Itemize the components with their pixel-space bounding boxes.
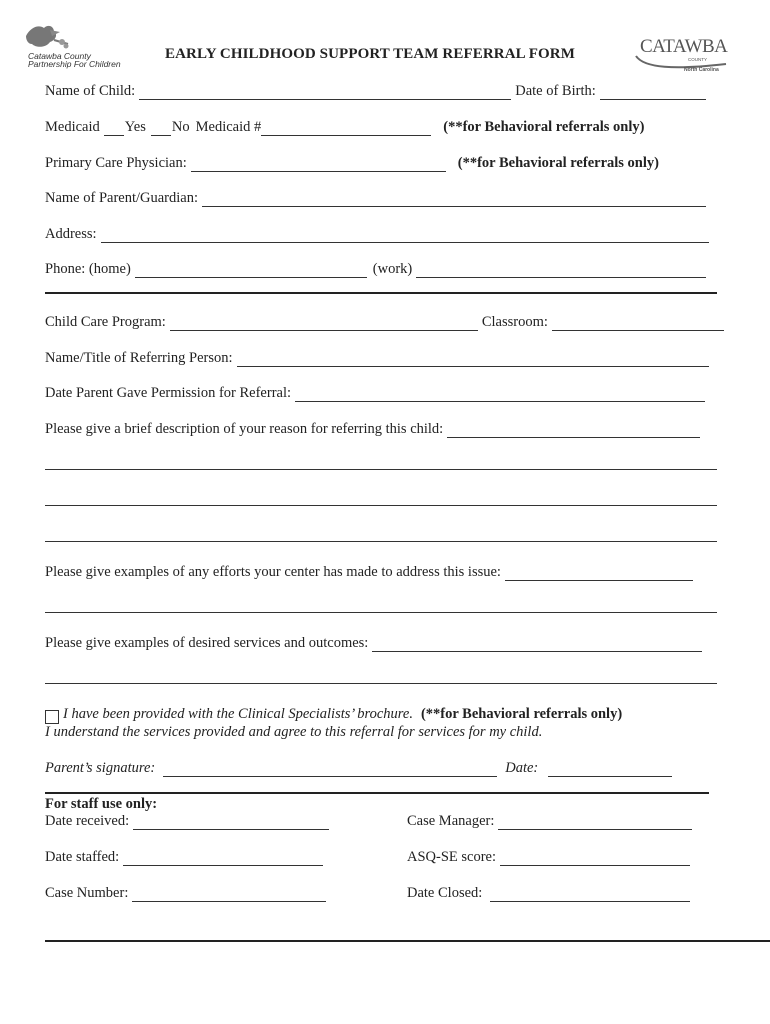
date-received-field[interactable] — [133, 816, 329, 830]
signature-date-label: Date: — [505, 760, 539, 776]
date-received-label: Date received: — [45, 813, 130, 829]
parent-guardian-label: Name of Parent/Guardian: — [45, 190, 199, 206]
section-divider — [45, 292, 717, 294]
date-of-birth-label: Date of Birth: — [515, 83, 596, 99]
row-physician — [45, 155, 659, 172]
signature-date-field[interactable] — [548, 763, 672, 777]
child-care-program-label: Child Care Program: — [45, 314, 166, 330]
row-case-number — [45, 885, 330, 902]
parent-guardian-field[interactable] — [202, 193, 706, 207]
logo-sub: COUNTY — [688, 57, 707, 62]
brochure-text: I have been provided with the Clinical Specialists’ brochure. — [63, 706, 413, 722]
address-field[interactable] — [101, 229, 709, 243]
reason-line-4[interactable] — [45, 541, 717, 542]
logo-small: North Carolina — [684, 67, 719, 73]
row-date-received — [45, 813, 333, 830]
reason-field[interactable] — [447, 424, 700, 438]
efforts-line-2[interactable] — [45, 612, 717, 613]
row-childcare — [45, 314, 728, 331]
desired-field[interactable] — [372, 638, 702, 652]
classroom-field[interactable] — [552, 317, 724, 331]
partnership-logo — [22, 22, 122, 70]
logo-line-2: Partnership For Children — [28, 59, 121, 69]
reason-line-2[interactable] — [45, 469, 717, 470]
staff-heading: For staff use only: — [45, 796, 158, 812]
referring-person-field[interactable] — [237, 353, 709, 367]
medicaid-label: Medicaid — [45, 119, 100, 135]
primary-care-field[interactable] — [191, 158, 446, 172]
signature-label: Parent’s signature: — [45, 760, 156, 776]
behavioral-note-1: (**for Behavioral referrals only) — [443, 119, 645, 135]
logo-main: CATAWBA — [640, 36, 728, 57]
row-medicaid — [45, 119, 644, 136]
name-of-child-field[interactable] — [139, 86, 511, 100]
understand-text: I understand the services provided and agree to this referral for services for my child. — [45, 724, 543, 740]
address-label: Address: — [45, 226, 97, 242]
row-case-manager — [407, 813, 696, 830]
medicaid-no-field[interactable] — [151, 122, 171, 136]
phone-home-label: Phone: (home) — [45, 261, 131, 277]
asq-se-label: ASQ-SE score: — [407, 849, 497, 865]
row-parent — [45, 190, 710, 207]
phone-work-field[interactable] — [416, 264, 706, 278]
case-manager-field[interactable] — [498, 816, 692, 830]
behavioral-note-3: (**for Behavioral referrals only) — [420, 706, 623, 722]
brochure-checkbox[interactable] — [45, 710, 59, 724]
reason-line-3[interactable] — [45, 505, 717, 506]
row-phone — [45, 261, 710, 278]
row-efforts — [45, 564, 697, 581]
row-referring — [45, 350, 713, 367]
row-understand — [45, 724, 542, 741]
row-brochure — [45, 706, 622, 723]
phone-work-label: (work) — [372, 261, 413, 277]
row-permission — [45, 385, 709, 402]
case-number-field[interactable] — [132, 888, 326, 902]
desired-line-2[interactable] — [45, 683, 717, 684]
date-staffed-label: Date staffed: — [45, 849, 120, 865]
case-manager-label: Case Manager: — [407, 813, 495, 829]
behavioral-note-2: (**for Behavioral referrals only) — [457, 155, 659, 171]
name-of-child-label: Name of Child: — [45, 83, 136, 99]
date-of-birth-field[interactable] — [600, 86, 706, 100]
phone-home-field[interactable] — [135, 264, 367, 278]
date-staffed-field[interactable] — [123, 852, 323, 866]
permission-date-label: Date Parent Gave Permission for Referral: — [45, 385, 292, 401]
medicaid-yes-field[interactable] — [104, 122, 124, 136]
row-date-closed — [407, 885, 694, 902]
bottom-rule — [45, 940, 770, 942]
row-date-staffed — [45, 849, 327, 866]
catawba-logo — [634, 36, 729, 76]
permission-date-field[interactable] — [295, 388, 705, 402]
efforts-label: Please give examples of any efforts your center has made to address this issue: — [45, 564, 501, 580]
efforts-field[interactable] — [505, 567, 693, 581]
reason-label: Please give a brief description of your reason for referring this child: — [45, 421, 444, 437]
medicaid-no-label: No — [171, 119, 190, 135]
case-number-label: Case Number: — [45, 885, 129, 901]
row-asq-se — [407, 849, 694, 866]
classroom-label: Classroom: — [481, 314, 548, 330]
form-title: EARLY CHILDHOOD SUPPORT TEAM REFERRAL FORM — [165, 46, 575, 62]
row-child — [45, 83, 710, 100]
staff-divider — [45, 792, 709, 794]
row-desired — [45, 635, 706, 652]
date-closed-label: Date Closed: — [407, 885, 483, 901]
logo-line-1: Catawba County — [28, 51, 91, 61]
signature-field[interactable] — [163, 763, 497, 777]
row-signature — [45, 760, 676, 777]
date-closed-field[interactable] — [490, 888, 690, 902]
bird-icon — [24, 22, 70, 52]
row-reason — [45, 421, 704, 438]
row-address — [45, 226, 713, 243]
medicaid-number-field[interactable] — [261, 122, 431, 136]
medicaid-number-label: Medicaid # — [195, 119, 262, 135]
medicaid-yes-label: Yes — [124, 119, 146, 135]
referring-person-label: Name/Title of Referring Person: — [45, 350, 233, 366]
asq-se-field[interactable] — [500, 852, 690, 866]
child-care-program-field[interactable] — [170, 317, 478, 331]
primary-care-label: Primary Care Physician: — [45, 155, 187, 171]
desired-label: Please give examples of desired services and outcomes: — [45, 635, 369, 651]
